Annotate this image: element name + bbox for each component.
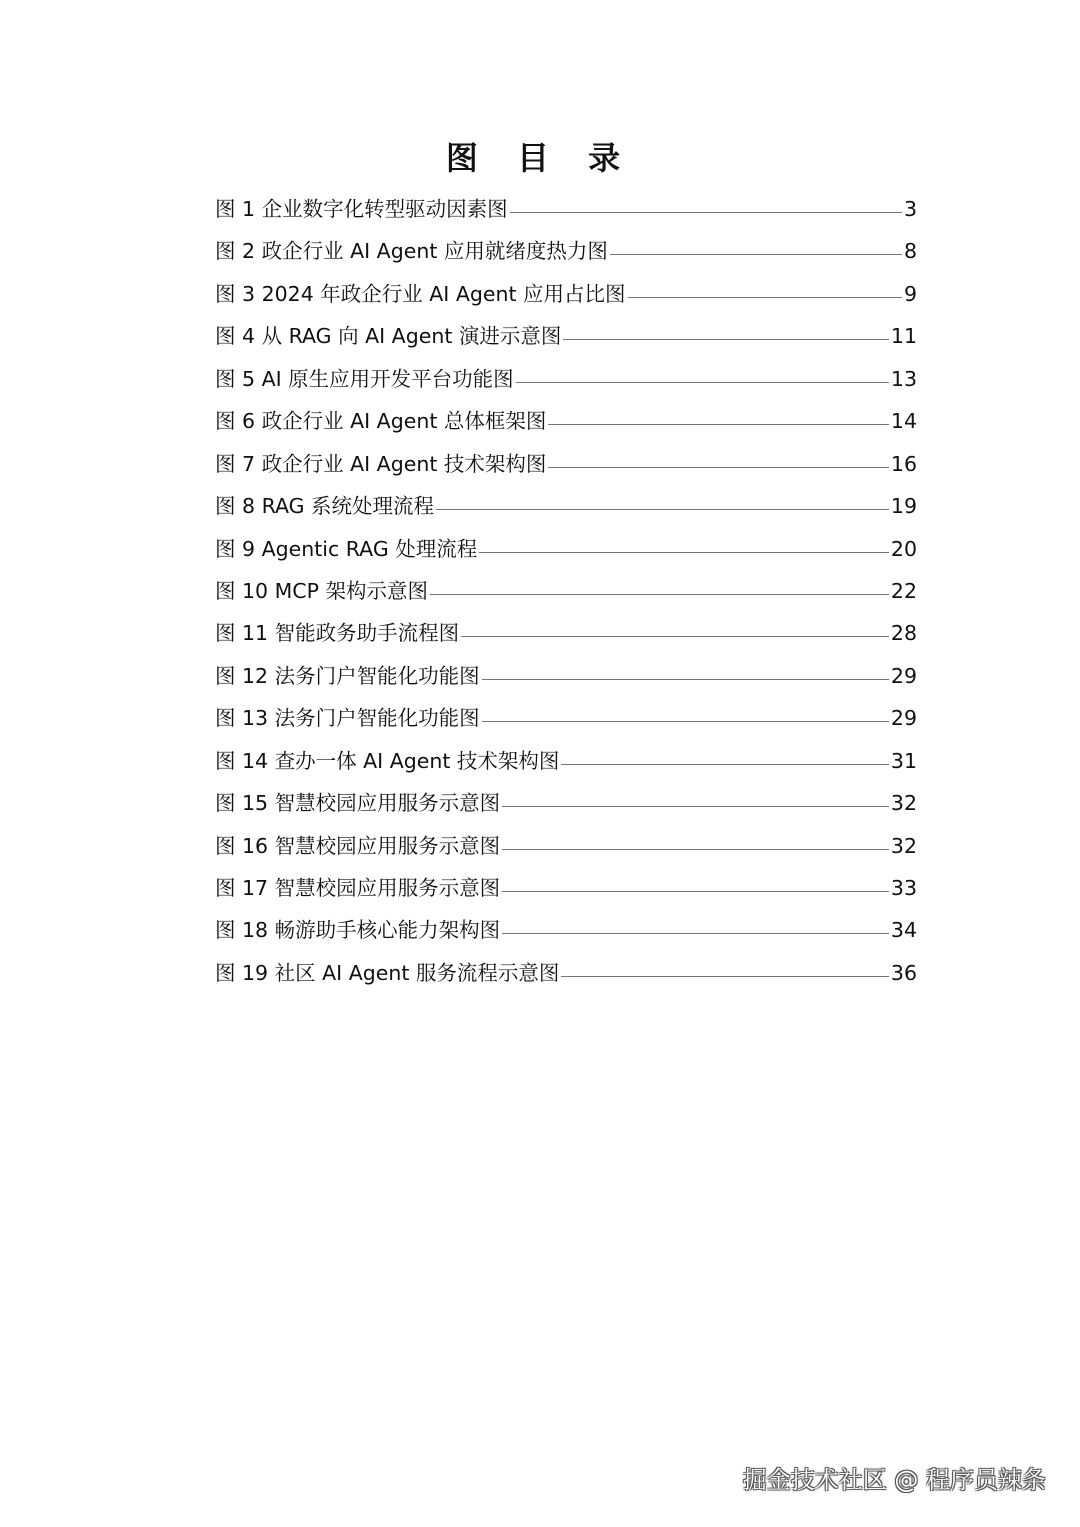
toc-dot-leader	[482, 721, 889, 722]
watermark-text: 掘金技术社区 @ 程序员辣条	[742, 1466, 1046, 1494]
toc-entry-label: 图 14 查办一体 AI Agent 技术架构图	[215, 748, 560, 773]
toc-dot-leader	[628, 297, 902, 298]
toc-entry[interactable]	[215, 740, 917, 782]
toc-dot-leader	[502, 933, 889, 934]
toc-entry[interactable]	[215, 612, 917, 654]
toc-page-number: 31	[890, 748, 917, 773]
toc-page-number: 36	[890, 960, 917, 985]
toc-entry[interactable]	[215, 867, 917, 909]
toc-entry[interactable]	[215, 485, 917, 527]
toc-dot-leader	[502, 806, 889, 807]
toc-dot-leader	[436, 509, 889, 510]
figure-table-of-contents	[215, 188, 917, 994]
toc-dot-leader	[430, 594, 889, 595]
toc-entry[interactable]	[215, 230, 917, 272]
toc-page-number: 14	[890, 409, 917, 434]
toc-entry-label: 图 9 Agentic RAG 处理流程	[215, 536, 478, 561]
toc-dot-leader	[561, 764, 888, 765]
toc-page-number: 34	[890, 918, 917, 943]
toc-entry[interactable]	[215, 909, 917, 951]
toc-page-number: 3	[903, 197, 917, 221]
toc-entry-label: 图 8 RAG 系统处理流程	[215, 494, 435, 519]
toc-entry[interactable]	[215, 358, 917, 400]
toc-page-number: 29	[890, 706, 917, 731]
toc-entry[interactable]	[215, 655, 917, 697]
toc-dot-leader	[516, 382, 889, 383]
toc-entry[interactable]	[215, 400, 917, 442]
toc-page-number: 32	[890, 791, 917, 816]
toc-entry[interactable]	[215, 273, 917, 315]
page-title: 图 目 录	[445, 139, 635, 177]
toc-page-number: 11	[890, 324, 917, 349]
toc-entry-label: 图 3 2024 年政企行业 AI Agent 应用占比图	[215, 281, 626, 306]
toc-entry-label: 图 6 政企行业 AI Agent 总体框架图	[215, 409, 547, 434]
toc-page-number: 20	[890, 536, 917, 561]
toc-page-number: 19	[890, 494, 917, 519]
toc-dot-leader	[479, 552, 889, 553]
toc-entry-label: 图 12 法务门户智能化功能图	[215, 663, 480, 688]
toc-page-number: 29	[890, 663, 917, 688]
toc-entry-label: 图 16 智慧校园应用服务示意图	[215, 833, 501, 858]
toc-page-number: 33	[890, 876, 917, 900]
toc-dot-leader	[502, 849, 889, 850]
toc-dot-leader	[482, 679, 889, 680]
toc-entry-label: 图 15 智慧校园应用服务示意图	[215, 791, 501, 816]
toc-entry-label: 图 1 企业数字化转型驱动因素图	[215, 197, 508, 221]
toc-dot-leader	[548, 467, 889, 468]
toc-entry-label: 图 18 畅游助手核心能力架构图	[215, 918, 501, 943]
toc-entry[interactable]	[215, 952, 917, 994]
toc-page-number: 28	[890, 621, 917, 646]
toc-entry-label: 图 11 智能政务助手流程图	[215, 621, 460, 646]
toc-entry-label: 图 7 政企行业 AI Agent 技术架构图	[215, 451, 547, 476]
toc-entry[interactable]	[215, 782, 917, 824]
toc-dot-leader	[561, 976, 888, 977]
toc-entry[interactable]	[215, 697, 917, 739]
toc-entry-label: 图 17 智慧校园应用服务示意图	[215, 876, 501, 900]
toc-entry-label: 图 4 从 RAG 向 AI Agent 演进示意图	[215, 324, 562, 349]
toc-page-number: 9	[903, 281, 917, 306]
toc-dot-leader	[461, 636, 889, 637]
toc-dot-leader	[548, 424, 889, 425]
toc-entry-label: 图 2 政企行业 AI Agent 应用就绪度热力图	[215, 239, 608, 264]
toc-page-number: 13	[890, 366, 917, 391]
toc-entry[interactable]	[215, 315, 917, 357]
toc-page-number: 16	[890, 451, 917, 476]
toc-entry[interactable]	[215, 825, 917, 867]
toc-entry-label: 图 19 社区 AI Agent 服务流程示意图	[215, 960, 560, 985]
toc-entry-label: 图 5 AI 原生应用开发平台功能图	[215, 366, 514, 391]
toc-entry-label: 图 13 法务门户智能化功能图	[215, 706, 480, 731]
toc-entry[interactable]	[215, 570, 917, 612]
toc-dot-leader	[610, 254, 902, 255]
toc-dot-leader	[510, 212, 902, 213]
toc-entry-label: 图 10 MCP 架构示意图	[215, 578, 428, 603]
toc-dot-leader	[502, 891, 889, 892]
toc-page-number: 32	[890, 833, 917, 858]
toc-page-number: 22	[890, 578, 917, 603]
toc-entry[interactable]	[215, 528, 917, 570]
toc-page-number: 8	[903, 239, 917, 264]
toc-entry[interactable]	[215, 188, 917, 230]
toc-dot-leader	[563, 339, 889, 340]
toc-entry[interactable]	[215, 443, 917, 485]
